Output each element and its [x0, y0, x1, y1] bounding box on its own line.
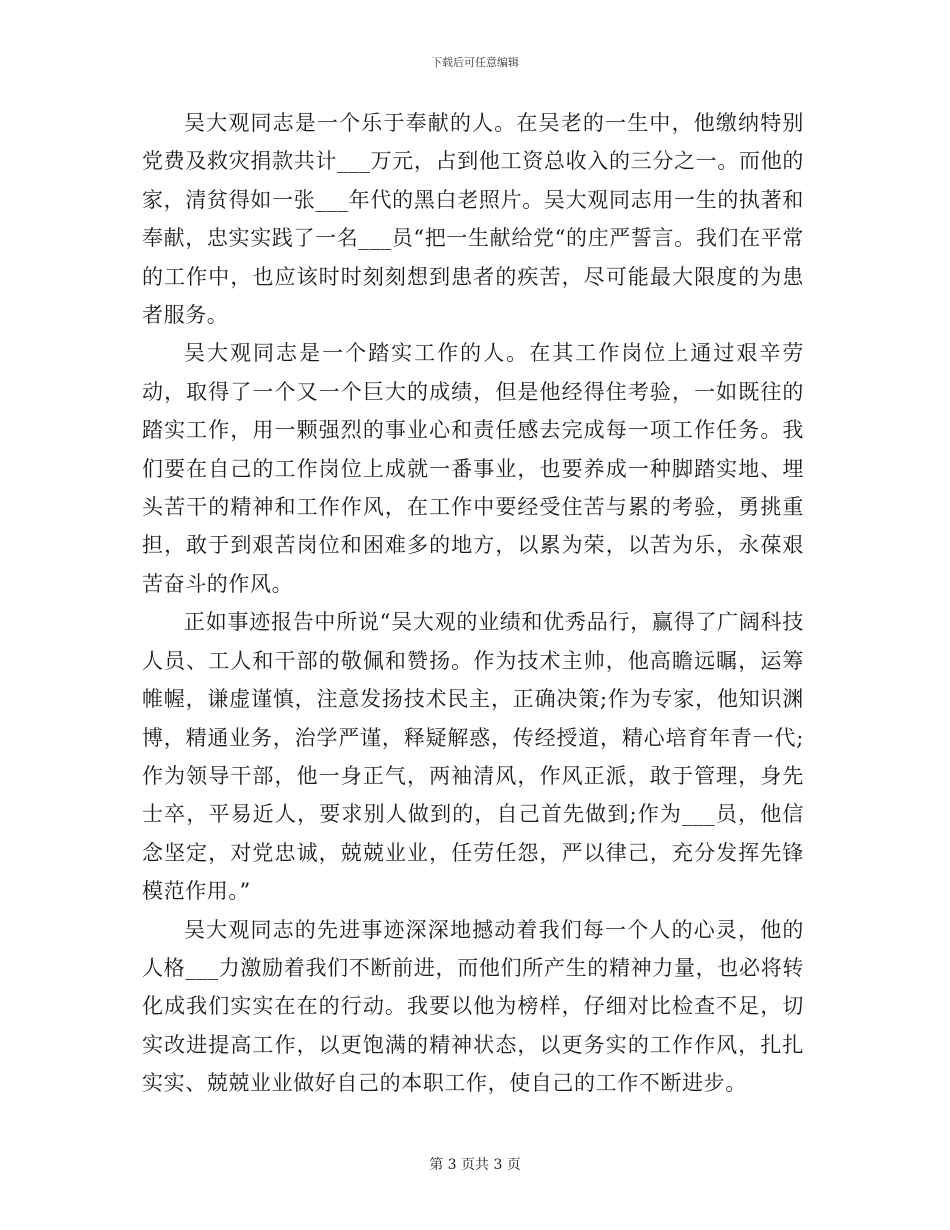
page-number: 第 3 页共 3 页 — [429, 1157, 521, 1173]
document-body — [142, 104, 804, 1103]
paragraph-1: 吴大观同志是一个乐于奉献的人。在吴老的一生中，他缴纳特别党费及救灾捐款共计___万元，占到他工资总收入的三分之一。而他的家，清贫得如一张___年代的黑白老照片。吴大观同志用一生的执著和奉献，忠实实践了一名___员“把一生献给党“的庄严誓言。我们在平常的工作中，也应该时时刻刻想到患者的疾苦，尽可能最大限度的为患者服务。 — [142, 111, 804, 328]
paragraph-3: 正如事迹报告中所说“吴大观的业绩和优秀品行，赢得了广阔科技人员、工人和干部的敬佩和赞扬。作为技术主帅，他高瞻远瞩，运筹帷幄，谦虚谨慎，注意发扬技术民主，正确决策;作为专家，他知识渊博，精通业务，治学严谨，释疑解惑，传经授道，精心培育年青一代;作为领导干部，他一身正气，两袖清风，作风正派，敢于管理，身先士卒，平易近人，要求别人做到的，自己首先做到;作为___员，他信念坚定，对党忠诚，兢兢业业，任劳任怨，严以律己，充分发挥先锋模范作用。” — [142, 610, 804, 904]
page-header-note: 下载后可任意编辑 — [431, 56, 519, 69]
paragraph-2: 吴大观同志是一个踏实工作的人。在其工作岗位上通过艰辛劳动，取得了一个又一个巨大的成绩，但是他经得住考验，一如既往的踏实工作，用一颗强烈的事业心和责任感去完成每一项工作任务。我们要在自己的工作岗位上成就一番事业，也要养成一种脚踏实地、埋头苦干的精神和工作作风，在工作中要经受住苦与累的考验，勇挑重担，敢于到艰苦岗位和困难多的地方，以累为荣，以苦为乐，永葆艰苦奋斗的作风。 — [142, 341, 804, 596]
paragraph-4: 吴大观同志的先进事迹深深地撼动着我们每一个人的心灵，他的人格___力激励着我们不断前进，而他们所产生的精神力量，也必将转化成我们实实在在的行动。我要以他为榜样，仔细对比检查不足，切实改进提高工作，以更饱满的精神状态，以更务实的工作作风，扎扎实实、兢兢业业做好自己的本职工作，使自己的工作不断进步。 — [142, 917, 804, 1096]
